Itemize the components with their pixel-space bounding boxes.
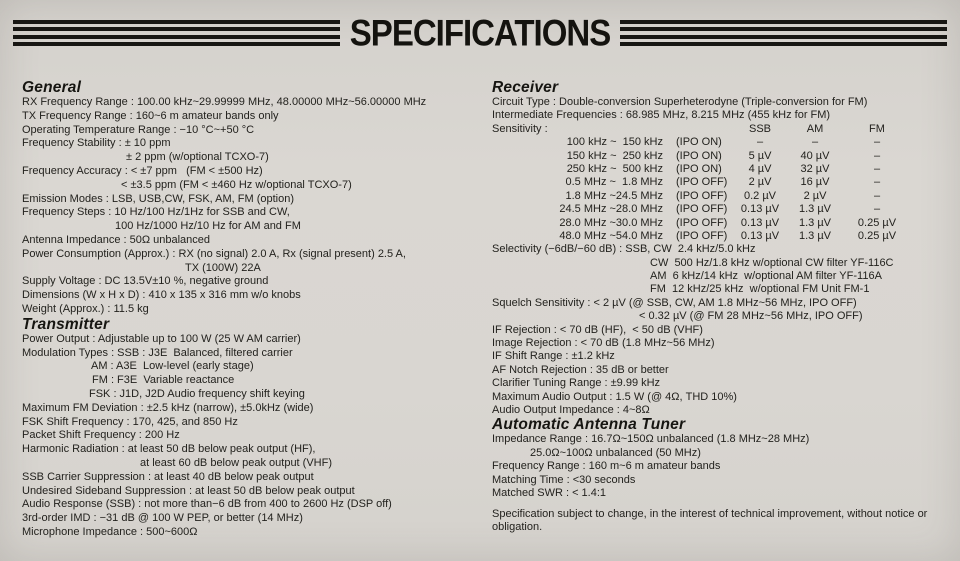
spec-line: Frequency Stability : ± 10 ppm bbox=[22, 137, 171, 150]
freq-range: 150 kHz ~ 250 kHz bbox=[566, 149, 663, 162]
am-value: 40 µV bbox=[800, 149, 830, 162]
title-bar bbox=[13, 11, 947, 54]
sensitivity-row bbox=[492, 217, 954, 230]
sensitivity-col-header: SSB bbox=[748, 122, 771, 135]
freq-range: 1.8 MHz ~24.5 MHz bbox=[565, 189, 663, 202]
spec-line: ± 2 ppm (w/optional TCXO-7) bbox=[126, 151, 269, 164]
spec-line: IF Shift Range : ±1.2 kHz bbox=[492, 350, 615, 363]
spec-line: Matched SWR : < 1.4:1 bbox=[492, 486, 607, 499]
spec-line: AF Notch Rejection : 35 dB or better bbox=[492, 363, 669, 376]
spec-line: Frequency Range : 160 m~6 m amateur bands bbox=[492, 460, 721, 473]
spec-line: Supply Voltage : DC 13.5V±10 %, negative ground bbox=[22, 275, 269, 288]
ipo-state: (IPO ON) bbox=[676, 149, 722, 162]
am-value: – bbox=[811, 136, 819, 149]
sensitivity-row bbox=[492, 176, 954, 189]
spec-line: AM : A3E Low-level (early stage) bbox=[91, 360, 254, 373]
ipo-state: (IPO OFF) bbox=[676, 216, 728, 229]
fm-value: – bbox=[873, 203, 881, 216]
page-title: SPECIFICATIONS bbox=[349, 11, 611, 54]
transmitter-spec-list bbox=[22, 333, 484, 540]
freq-range: 100 kHz ~ 150 kHz bbox=[566, 136, 663, 149]
ssb-value: 5 µV bbox=[748, 149, 772, 162]
spec-line: Antenna Impedance : 50Ω unbalanced bbox=[22, 233, 211, 246]
spec-line: RX Frequency Range : 100.00 kHz~29.99999 MHz, 48.00000 MHz~56.00000 MHz bbox=[22, 96, 427, 108]
spec-line: at least 60 dB below peak output (VHF) bbox=[140, 456, 332, 469]
title-rule-left bbox=[13, 20, 340, 47]
spec-line: Operating Temperature Range : −10 °C~+50 °C bbox=[22, 123, 255, 136]
spec-line: 25.0Ω~100Ω unbalanced (50 MHz) bbox=[530, 446, 701, 459]
ssb-value: 2 µV bbox=[748, 176, 772, 189]
freq-range: 48.0 MHz ~54.0 MHz bbox=[559, 229, 663, 242]
spec-line: Audio Response (SSB) : not more than−6 dB from 400 to 2600 Hz (DSP off) bbox=[22, 498, 392, 511]
ssb-value: – bbox=[756, 136, 764, 149]
receiver-intro-list bbox=[492, 96, 954, 123]
sensitivity-row bbox=[492, 190, 954, 203]
ipo-state: (IPO OFF) bbox=[676, 176, 728, 189]
spec-line: FM : F3E Variable reactance bbox=[92, 374, 235, 387]
ipo-state: (IPO OFF) bbox=[676, 203, 728, 216]
ssb-value: 0.2 µV bbox=[743, 189, 777, 202]
ssb-value: 4 µV bbox=[748, 162, 772, 175]
sensitivity-row bbox=[492, 203, 954, 216]
spec-line: CW 500 Hz/1.8 kHz w/optional CW filter YF-116C bbox=[650, 256, 894, 269]
sensitivity-table bbox=[492, 123, 954, 244]
sensitivity-row bbox=[492, 163, 954, 176]
sensitivity-header-row bbox=[492, 123, 954, 136]
sensitivity-row bbox=[492, 150, 954, 163]
spec-line: 100 Hz/1000 Hz/10 Hz for AM and FM bbox=[115, 220, 301, 233]
spec-line: FM 12 kHz/25 kHz w/optional FM Unit FM-1 bbox=[650, 283, 870, 296]
section-heading-general: General bbox=[22, 79, 82, 96]
spec-line: FSK Shift Frequency : 170, 425, and 850 Hz bbox=[22, 415, 238, 428]
spec-line: < 0.32 µV (@ FM 28 MHz~56 MHz, IPO OFF) bbox=[639, 310, 863, 323]
sensitivity-row bbox=[492, 136, 954, 149]
spec-line: Harmonic Radiation : at least 50 dB below peak output (HF), bbox=[22, 443, 316, 456]
freq-range: 250 kHz ~ 500 kHz bbox=[566, 162, 663, 175]
am-value: 1.3 µV bbox=[798, 216, 832, 229]
spec-line: IF Rejection : < 70 dB (HF), < 50 dB (VHF) bbox=[492, 323, 703, 336]
sensitivity-col-header: FM bbox=[869, 122, 885, 135]
spec-line: Circuit Type : Double-conversion Superheterodyne (Triple-conversion for FM) bbox=[492, 96, 868, 108]
am-value: 1.3 µV bbox=[798, 229, 832, 242]
fm-value: – bbox=[873, 176, 881, 189]
ssb-value: 0.13 µV bbox=[740, 216, 780, 229]
section-heading-transmitter: Transmitter bbox=[22, 315, 110, 333]
spec-line: Frequency Accuracy : < ±7 ppm (FM < ±500 Hz) bbox=[22, 164, 263, 177]
spec-line: Selectivity (−6dB/−60 dB) : SSB, CW 2.4 kHz/5.0 kHz bbox=[492, 243, 756, 256]
freq-range: 0.5 MHz ~ 1.8 MHz bbox=[565, 176, 663, 189]
freq-range: 24.5 MHz ~28.0 MHz bbox=[559, 203, 663, 216]
am-value: 32 µV bbox=[800, 162, 830, 175]
spec-line: Frequency Steps : 10 Hz/100 Hz/1Hz for SSB and CW, bbox=[22, 206, 290, 219]
spec-line: Packet Shift Frequency : 200 Hz bbox=[22, 429, 180, 442]
spec-line: < ±3.5 ppm (FM < ±460 Hz w/optional TCXO-7) bbox=[121, 178, 352, 191]
ssb-value: 0.13 µV bbox=[740, 203, 780, 216]
ipo-state: (IPO OFF) bbox=[676, 229, 728, 242]
fm-value: – bbox=[873, 149, 881, 162]
spec-line: Power Consumption (Approx.) : RX (no signal) 2.0 A, Rx (signal present) 2.5 A, bbox=[22, 247, 406, 260]
am-value: 16 µV bbox=[800, 176, 830, 189]
fm-value: – bbox=[873, 162, 881, 175]
spec-line: Squelch Sensitivity : < 2 µV (@ SSB, CW, AM 1.8 MHz~56 MHz, IPO OFF) bbox=[492, 296, 857, 309]
left-column bbox=[22, 80, 484, 540]
fm-value: – bbox=[873, 189, 881, 202]
sensitivity-col-header: AM bbox=[806, 122, 824, 135]
ipo-state: (IPO ON) bbox=[676, 162, 722, 175]
tuner-spec-list bbox=[492, 433, 954, 500]
fm-value: 0.25 µV bbox=[857, 229, 897, 242]
footer-note: Specification subject to change, in the interest of technical improvement, without notice or obligation. bbox=[492, 508, 928, 533]
am-value: 2 µV bbox=[803, 189, 827, 202]
spec-line: Power Output : Adjustable up to 100 W (25 W AM carrier) bbox=[22, 332, 301, 345]
ipo-state: (IPO ON) bbox=[676, 136, 722, 149]
spec-line: Matching Time : <30 seconds bbox=[492, 473, 636, 486]
sensitivity-row bbox=[492, 230, 954, 243]
spec-line: Intermediate Frequencies : 68.985 MHz, 8.215 MHz (455 kHz for FM) bbox=[492, 109, 831, 122]
spec-line: TX (100W) 22A bbox=[185, 261, 261, 274]
ssb-value: 0.13 µV bbox=[740, 229, 780, 242]
spec-line: Weight (Approx.) : 11.5 kg bbox=[22, 302, 149, 315]
section-heading-receiver: Receiver bbox=[492, 79, 559, 96]
receiver-outro-list bbox=[492, 243, 954, 417]
spec-line: Maximum FM Deviation : ±2.5 kHz (narrow), ±5.0kHz (wide) bbox=[22, 401, 314, 414]
right-column bbox=[492, 80, 954, 534]
fm-value: – bbox=[873, 136, 881, 149]
spec-line: Modulation Types : SSB : J3E Balanced, filtered carrier bbox=[22, 346, 293, 359]
spec-line: Maximum Audio Output : 1.5 W (@ 4Ω, THD 10%) bbox=[492, 390, 737, 403]
sensitivity-label: Sensitivity : bbox=[492, 122, 548, 135]
spec-line: Image Rejection : < 70 dB (1.8 MHz~56 MHz) bbox=[492, 337, 715, 350]
title-rule-right bbox=[620, 20, 947, 47]
spec-line: TX Frequency Range : 160~6 m amateur bands only bbox=[22, 109, 279, 122]
fm-value: 0.25 µV bbox=[857, 216, 897, 229]
ipo-state: (IPO OFF) bbox=[676, 189, 728, 202]
spec-line: Undesired Sideband Suppression : at least 50 dB below peak output bbox=[22, 484, 355, 497]
spec-line: Microphone Impedance : 500~600Ω bbox=[22, 525, 198, 538]
spec-line: Dimensions (W x H x D) : 410 x 135 x 316 mm w/o knobs bbox=[22, 289, 301, 302]
am-value: 1.3 µV bbox=[798, 203, 832, 216]
spec-line: AM 6 kHz/14 kHz w/optional AM filter YF-116A bbox=[650, 270, 882, 283]
spec-line: 3rd-order IMD : −31 dB @ 100 W PEP, or better (14 MHz) bbox=[22, 512, 303, 525]
spec-line: Emission Modes : LSB, USB,CW, FSK, AM, FM (option) bbox=[22, 192, 295, 205]
general-spec-list bbox=[22, 96, 484, 317]
section-heading-antenna-tuner: Automatic Antenna Tuner bbox=[492, 416, 686, 434]
spec-line: SSB Carrier Suppression : at least 40 dB below peak output bbox=[22, 470, 314, 483]
spec-line: FSK : J1D, J2D Audio frequency shift keying bbox=[89, 387, 305, 400]
spec-line: Impedance Range : 16.7Ω~150Ω unbalanced (1.8 MHz~28 MHz) bbox=[492, 433, 810, 446]
spec-line: Audio Output Impedance : 4~8Ω bbox=[492, 403, 650, 416]
freq-range: 28.0 MHz ~30.0 MHz bbox=[559, 216, 663, 229]
spec-line: Clarifier Tuning Range : ±9.99 kHz bbox=[492, 377, 661, 390]
